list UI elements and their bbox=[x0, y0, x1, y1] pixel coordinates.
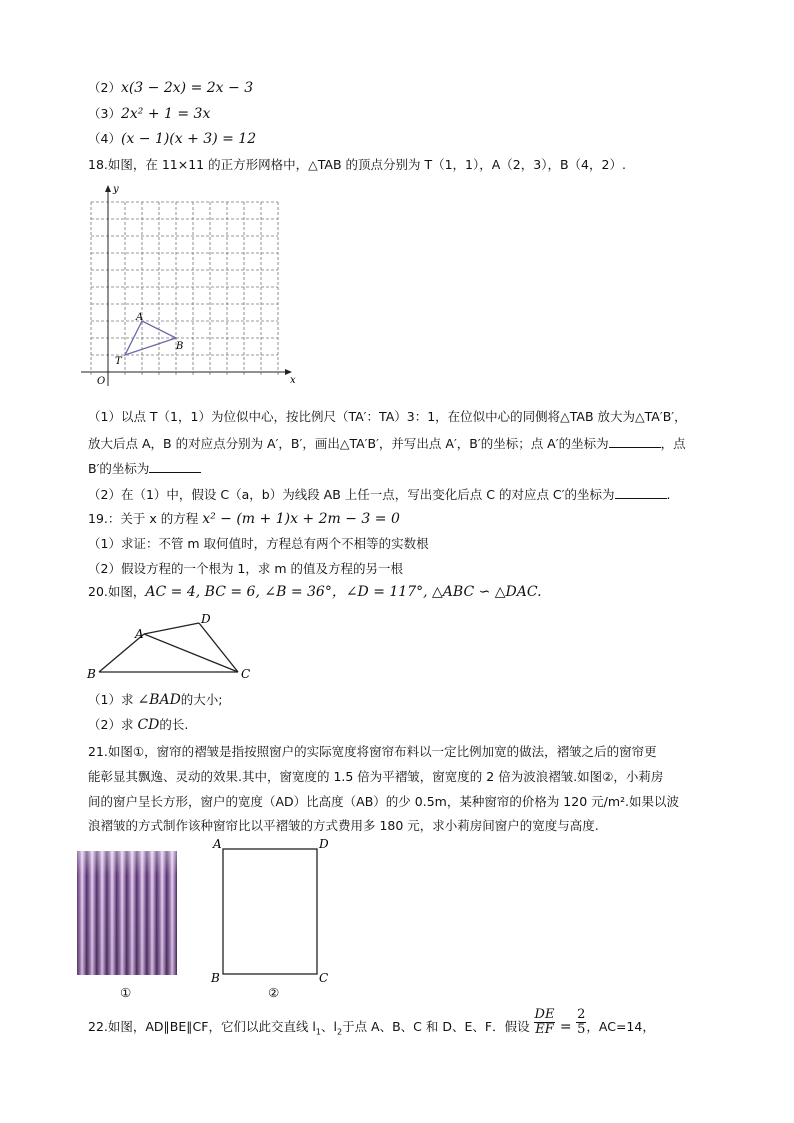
q19-part2: （2）假设方程的一个根为 1，求 m 的值及方程的另一根 bbox=[88, 561, 404, 576]
q19-part1: （1）求证：不管 m 取何值时，方程总有两个不相等的实数根 bbox=[88, 536, 429, 551]
q21-line1: 21.如图①，窗帘的褶皱是指按照窗户的实际宽度将窗帘布料以一定比例加宽的做法，褶皱之后的窗帘更 bbox=[88, 744, 657, 759]
q21-line4: 浪褶皱的方式制作该种窗帘比以平褶皱的方式费用多 180 元，求小莉房间窗户的宽度与高度. bbox=[88, 818, 599, 833]
caption-1: ① bbox=[120, 985, 132, 1000]
q21-line2: 能彰显其飘逸、灵动的效果.其中，窗宽度的 1.5 倍为平褶皱，窗宽度的 2 倍为波浪褶皱.如图②，小莉房 bbox=[88, 769, 664, 784]
grid-lines bbox=[91, 202, 278, 376]
q20-stem: 20.如图，AC = 4, BC = 6, ∠B = 36°，∠D = 117°, △ABC ∽ △DAC. bbox=[88, 584, 542, 600]
y-axis-label: y bbox=[113, 184, 119, 195]
q18-grid-figure bbox=[78, 182, 300, 392]
q18-part2: （2）在（1）中，假设 C（a，b）为线段 AB 上任一点，写出变化后点 C 的对应点 C′的坐标为 . bbox=[88, 487, 671, 502]
q19-stem: 19.：关于 x 的方程 x² − (m + 1)x + 2m − 3 = 0 bbox=[88, 511, 400, 527]
label-b: B bbox=[211, 971, 220, 985]
fraction-de-ef: $\frac{DE}{EF}$ bbox=[534, 1007, 555, 1037]
curtain-photo bbox=[77, 851, 177, 975]
window-rectangle-figure bbox=[205, 834, 335, 994]
q18-stem: 18.如图，在 11×11 的正方形网格中，△TAB 的顶点分别为 T（1，1），A（2，3），B（4，2）. bbox=[88, 157, 626, 172]
label-d: D bbox=[319, 837, 329, 851]
q18-part1-line3: B′的坐标为 bbox=[88, 460, 201, 477]
label-a: A bbox=[135, 627, 144, 641]
label-c: C bbox=[319, 971, 329, 985]
answer-blank[interactable] bbox=[609, 435, 661, 448]
q18-part1-line2: 放大后点 A，B 的对应点分别为 A′，B′，画出△TA′B′，并写出点 A′，B′的坐标；点 A′的坐标为 ，点 bbox=[88, 436, 686, 451]
label-b: B bbox=[87, 667, 96, 681]
equation-3: （3）2x² + 1 = 3x bbox=[88, 106, 211, 122]
origin-label: O bbox=[97, 376, 106, 387]
q20-part2: （2）求 CD的长. bbox=[88, 717, 189, 733]
label-a: A bbox=[213, 837, 222, 851]
equation-4: （4）(x − 1)(x + 3) = 12 bbox=[88, 131, 257, 147]
q20-part1: （1）求 ∠BAD的大小; bbox=[88, 692, 223, 708]
label-c: C bbox=[241, 667, 251, 681]
equation-2: （2）x(3 − 2x) = 2x − 3 bbox=[88, 80, 254, 96]
q22-stem: 22.如图，AD∥BE∥CF，它们以此交直线 $l_1$、$l_2$于点 A、B、C 和 D、E、F．假设 $\frac{DE}{EF}$ = $\frac{2}{5}$ ，AC=14， bbox=[88, 1007, 655, 1037]
answer-blank[interactable] bbox=[149, 460, 201, 473]
q21-line3: 间的窗户呈长方形，窗户的宽度（AD）比高度（AB）的少 0.5m，某种窗帘的价格为 120 元/m².如果以波 bbox=[88, 794, 680, 809]
answer-blank[interactable] bbox=[615, 486, 667, 499]
fraction-2-5: $\frac{2}{5}$ bbox=[577, 1007, 586, 1037]
caption-2: ② bbox=[268, 985, 280, 1000]
q18-part1-line1: （1）以点 T（1，1）为位似中心，按比例尺（TA′：TA）3：1，在位似中心的同侧将△TAB 放大为△TA′B′， bbox=[88, 409, 687, 424]
q20-triangle-figure bbox=[82, 610, 262, 682]
label-b: B bbox=[176, 341, 184, 352]
label-a: A bbox=[136, 312, 144, 323]
label-d: D bbox=[201, 612, 211, 626]
y-axis-arrow bbox=[105, 185, 111, 192]
label-t: T bbox=[115, 356, 122, 367]
x-axis-label: x bbox=[290, 375, 296, 386]
